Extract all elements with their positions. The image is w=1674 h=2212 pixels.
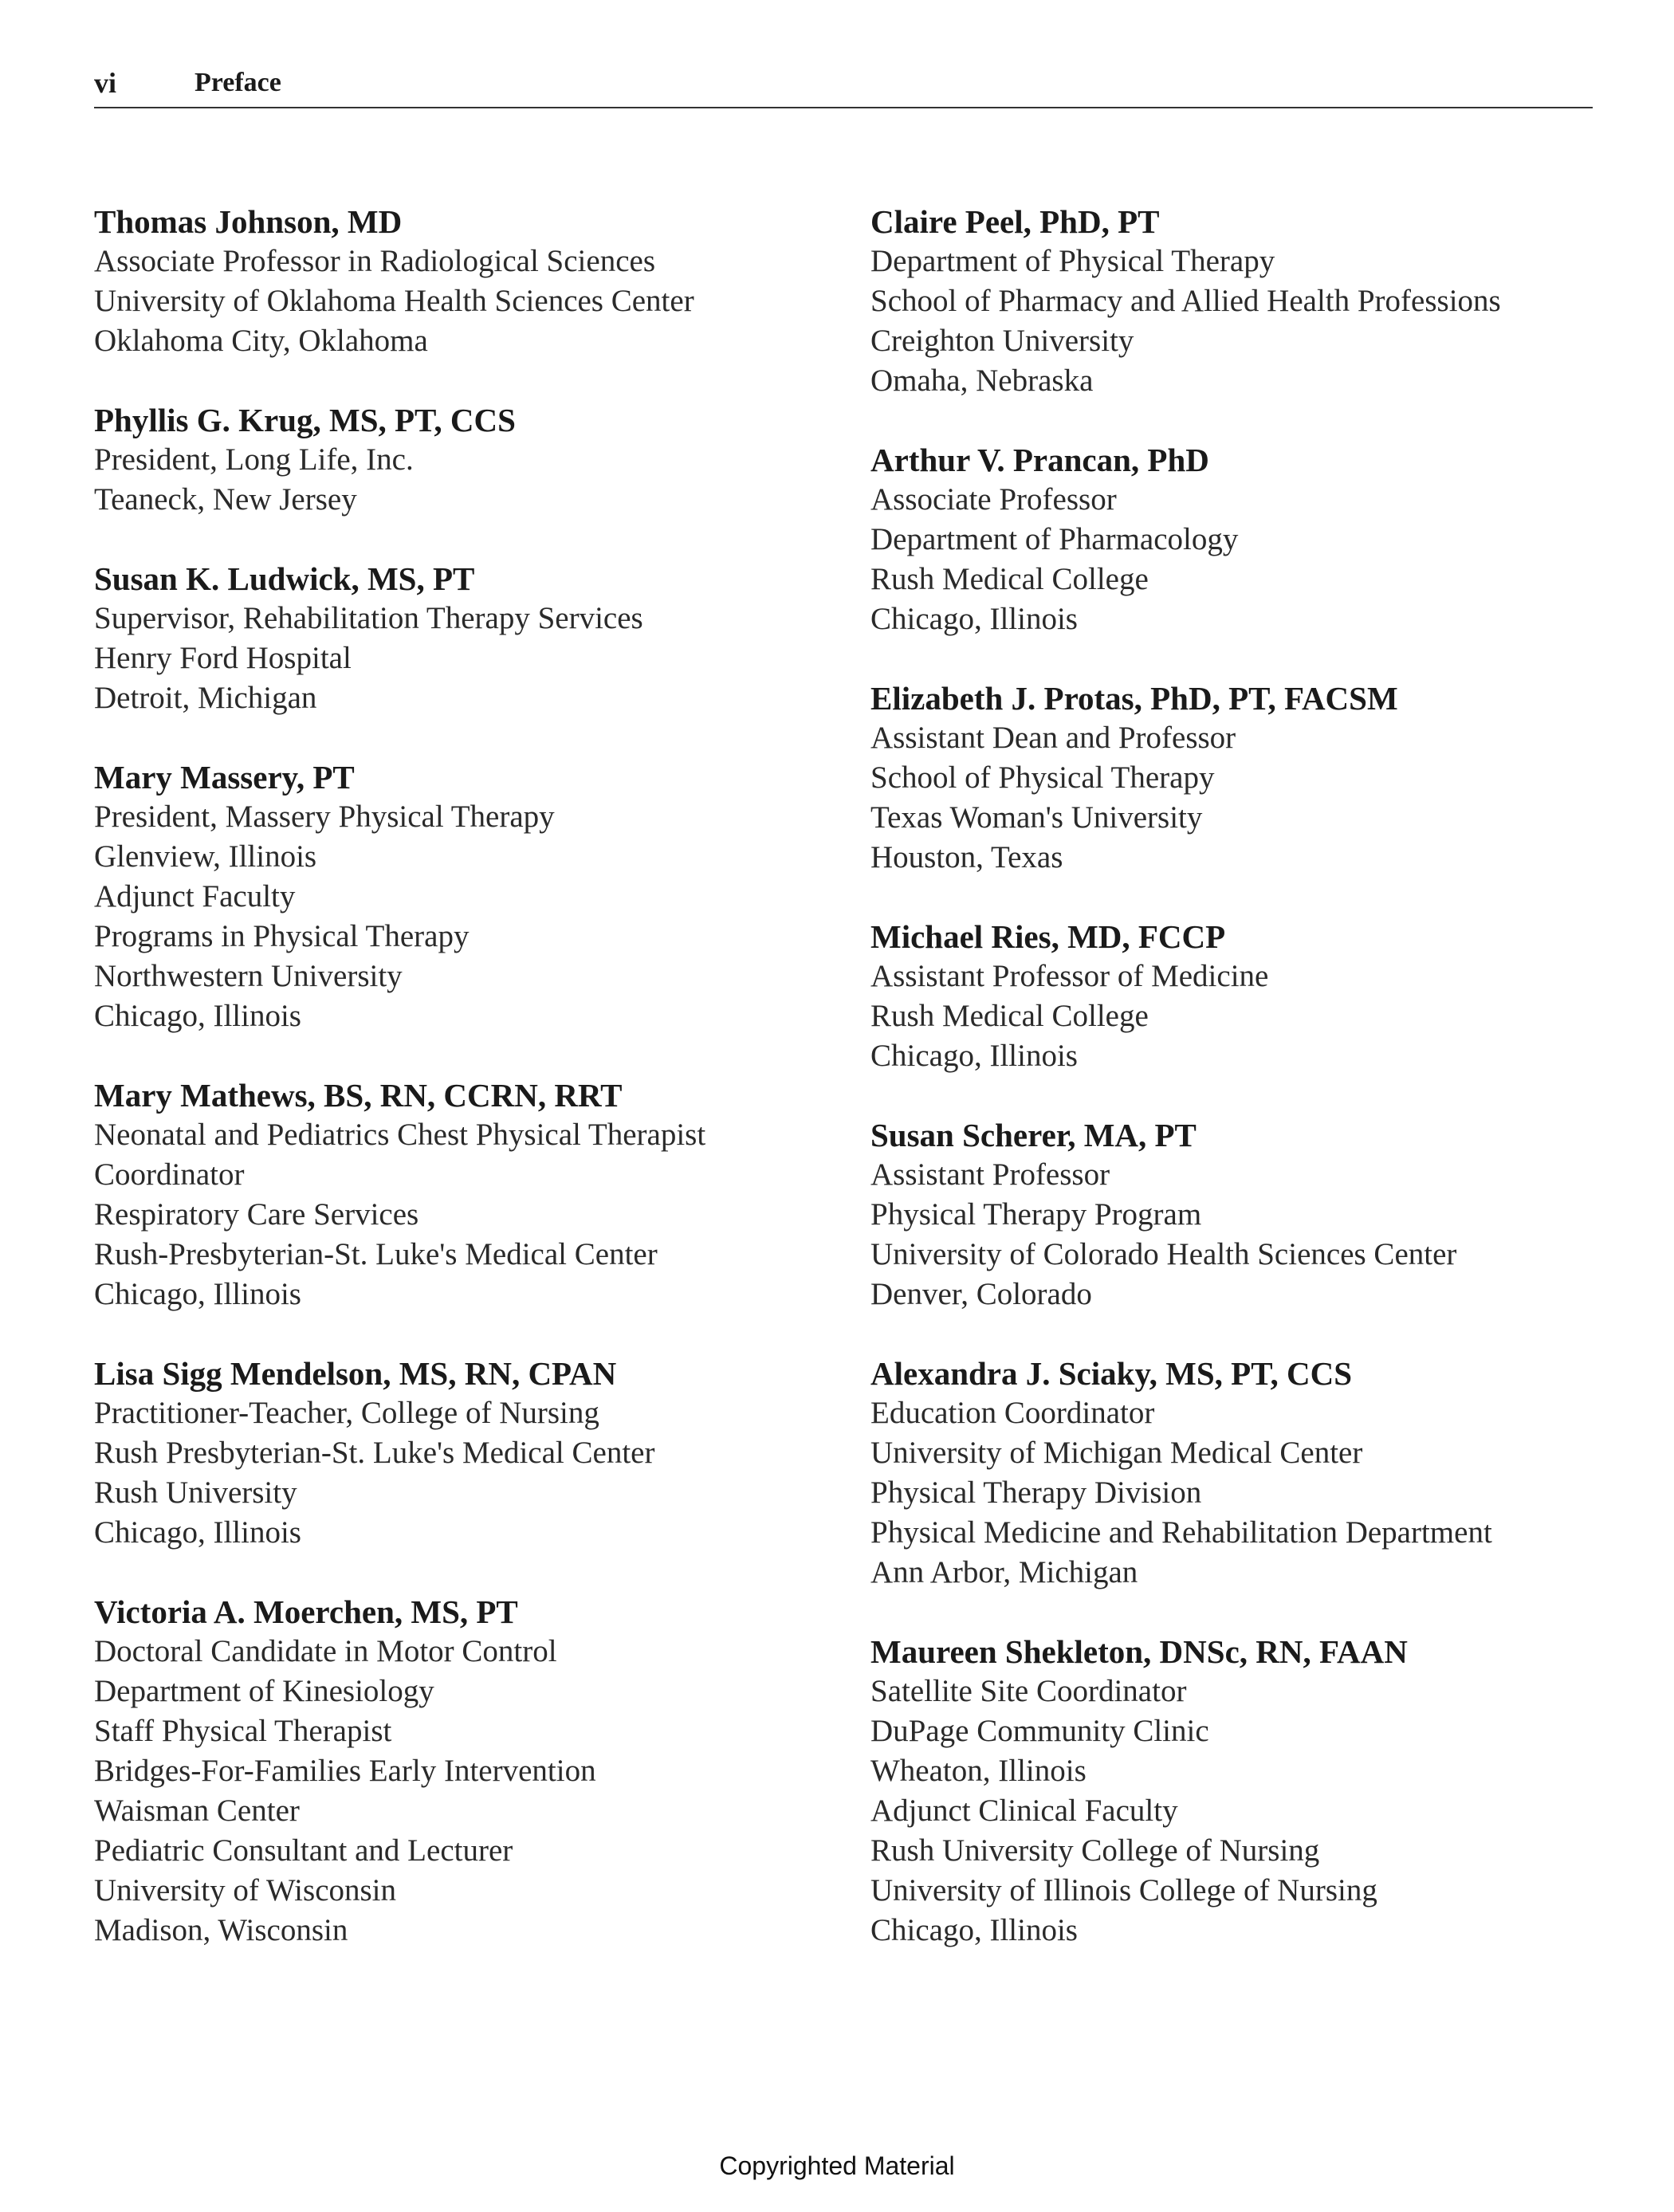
affiliation-line: Chicago, Illinois: [94, 1515, 301, 1550]
copyright-footer: Copyrighted Material: [719, 2151, 955, 2180]
affiliation-line: President, Long Life, Inc.: [94, 442, 414, 477]
affiliation-line: Supervisor, Rehabilitation Therapy Services: [94, 601, 643, 635]
affiliation-line: Henry Ford Hospital: [94, 641, 352, 675]
affiliation-line: Rush Presbyterian-St. Luke's Medical Center: [94, 1436, 655, 1470]
affiliation-line: Practitioner-Teacher, College of Nursing: [94, 1396, 599, 1430]
affiliation-line: Chicago, Illinois: [870, 1039, 1078, 1073]
affiliation-line: Assistant Professor of Medicine: [870, 959, 1269, 993]
affiliation-line: Wheaton, Illinois: [870, 1754, 1087, 1788]
affiliation-line: Physical Therapy Division: [870, 1475, 1202, 1510]
contributor-entry: [94, 1075, 851, 1314]
affiliation-line: President, Massery Physical Therapy: [94, 800, 555, 834]
affiliation-line: Associate Professor: [870, 482, 1117, 517]
affiliation-line: Pediatric Consultant and Lecturer: [94, 1833, 513, 1868]
affiliation-line: Neonatal and Pediatrics Chest Physical Therapist: [94, 1118, 706, 1152]
affiliation-line: Adjunct Faculty: [94, 879, 296, 913]
contributor-name: Arthur V. Prancan, PhD: [870, 442, 1209, 478]
affiliation-line: Doctoral Candidate in Motor Control: [94, 1634, 557, 1668]
affiliation-line: Coordinator: [94, 1157, 245, 1192]
contributor-name: Claire Peel, PhD, PT: [870, 203, 1160, 240]
affiliation-line: Madison, Wisconsin: [94, 1913, 348, 1947]
header-rule: [94, 107, 1593, 108]
left-column: [94, 202, 851, 1990]
affiliation-line: Teaneck, New Jersey: [94, 482, 357, 517]
contributor-name: Susan Scherer, MA, PT: [870, 1117, 1197, 1153]
affiliation-line: Associate Professor in Radiological Sciences: [94, 244, 655, 278]
section-title: Preface: [195, 68, 281, 97]
contributor-entry: [870, 1354, 1628, 1593]
affiliation-line: Department of Pharmacology: [870, 522, 1239, 556]
affiliation-line: Respiratory Care Services: [94, 1197, 419, 1232]
contributor-entry: [94, 1354, 851, 1553]
contributor-name: Phyllis G. Krug, MS, PT, CCS: [94, 402, 516, 438]
contributor-entry: [870, 678, 1628, 878]
contributor-entry: [94, 559, 851, 718]
affiliation-line: School of Pharmacy and Allied Health Professions: [870, 284, 1501, 318]
contributor-entry: [94, 202, 851, 361]
affiliation-line: Oklahoma City, Oklahoma: [94, 324, 428, 358]
affiliation-line: Assistant Professor: [870, 1157, 1110, 1192]
contributor-entry: [870, 202, 1628, 401]
right-column: [870, 202, 1628, 1990]
contributor-name: Thomas Johnson, MD: [94, 203, 403, 240]
affiliation-line: Houston, Texas: [870, 840, 1063, 874]
affiliation-line: University of Oklahoma Health Sciences Center: [94, 284, 694, 318]
contributor-name: Mary Mathews, BS, RN, CCRN, RRT: [94, 1077, 623, 1114]
contributor-name: Alexandra J. Sciaky, MS, PT, CCS: [870, 1355, 1353, 1392]
affiliation-line: Denver, Colorado: [870, 1277, 1092, 1311]
affiliation-line: University of Michigan Medical Center: [870, 1436, 1363, 1470]
affiliation-line: School of Physical Therapy: [870, 760, 1215, 795]
affiliation-line: Rush University College of Nursing: [870, 1833, 1320, 1868]
contributor-entry: [870, 440, 1628, 639]
contributor-name: Michael Ries, MD, FCCP: [870, 918, 1226, 955]
affiliation-line: Texas Woman's University: [870, 800, 1203, 835]
affiliation-line: Staff Physical Therapist: [94, 1714, 392, 1748]
affiliation-line: Chicago, Illinois: [870, 1913, 1078, 1947]
affiliation-line: Chicago, Illinois: [94, 1277, 301, 1311]
contributor-entry: [94, 1592, 851, 1951]
contributor-entry: [870, 1632, 1628, 1951]
affiliation-line: University of Wisconsin: [94, 1873, 397, 1908]
affiliation-line: Adjunct Clinical Faculty: [870, 1794, 1178, 1828]
affiliation-line: Physical Therapy Program: [870, 1197, 1202, 1232]
affiliation-line: Creighton University: [870, 324, 1134, 358]
affiliation-line: Chicago, Illinois: [94, 999, 301, 1033]
affiliation-line: Northwestern University: [94, 959, 403, 993]
contributor-name: Victoria A. Moerchen, MS, PT: [94, 1593, 518, 1630]
page-header: [94, 65, 1593, 113]
contributor-name: Susan K. Ludwick, MS, PT: [94, 560, 475, 597]
affiliation-line: Waisman Center: [94, 1794, 300, 1828]
affiliation-line: Ann Arbor, Michigan: [870, 1555, 1138, 1589]
affiliation-line: Detroit, Michigan: [94, 681, 317, 715]
affiliation-line: Rush Medical College: [870, 562, 1149, 596]
contributor-entry: [870, 917, 1628, 1076]
affiliation-line: University of Colorado Health Sciences Center: [870, 1237, 1457, 1271]
affiliation-line: University of Illinois College of Nursing: [870, 1873, 1377, 1908]
page-number: vi: [94, 67, 117, 99]
contributor-name: Mary Massery, PT: [94, 759, 355, 796]
affiliation-line: Assistant Dean and Professor: [870, 721, 1236, 755]
affiliation-line: Rush-Presbyterian-St. Luke's Medical Center: [94, 1237, 658, 1271]
affiliation-line: Department of Kinesiology: [94, 1674, 434, 1708]
affiliation-line: Department of Physical Therapy: [870, 244, 1275, 278]
affiliation-line: Satellite Site Coordinator: [870, 1674, 1187, 1708]
affiliation-line: Rush University: [94, 1475, 297, 1510]
contributor-entry: [94, 400, 851, 520]
affiliation-line: DuPage Community Clinic: [870, 1714, 1209, 1748]
affiliation-line: Rush Medical College: [870, 999, 1149, 1033]
contributor-entry: [870, 1115, 1628, 1314]
affiliation-line: Education Coordinator: [870, 1396, 1155, 1430]
affiliation-line: Omaha, Nebraska: [870, 363, 1094, 398]
contributor-entry: [94, 757, 851, 1036]
contributor-name: Elizabeth J. Protas, PhD, PT, FACSM: [870, 680, 1398, 717]
affiliation-line: Bridges-For-Families Early Intervention: [94, 1754, 596, 1788]
contributor-name: Lisa Sigg Mendelson, MS, RN, CPAN: [94, 1355, 617, 1392]
affiliation-line: Glenview, Illinois: [94, 839, 317, 874]
affiliation-line: Physical Medicine and Rehabilitation Department: [870, 1515, 1492, 1550]
affiliation-line: Chicago, Illinois: [870, 602, 1078, 636]
contributor-name: Maureen Shekleton, DNSc, RN, FAAN: [870, 1633, 1408, 1670]
affiliation-line: Programs in Physical Therapy: [94, 919, 470, 953]
